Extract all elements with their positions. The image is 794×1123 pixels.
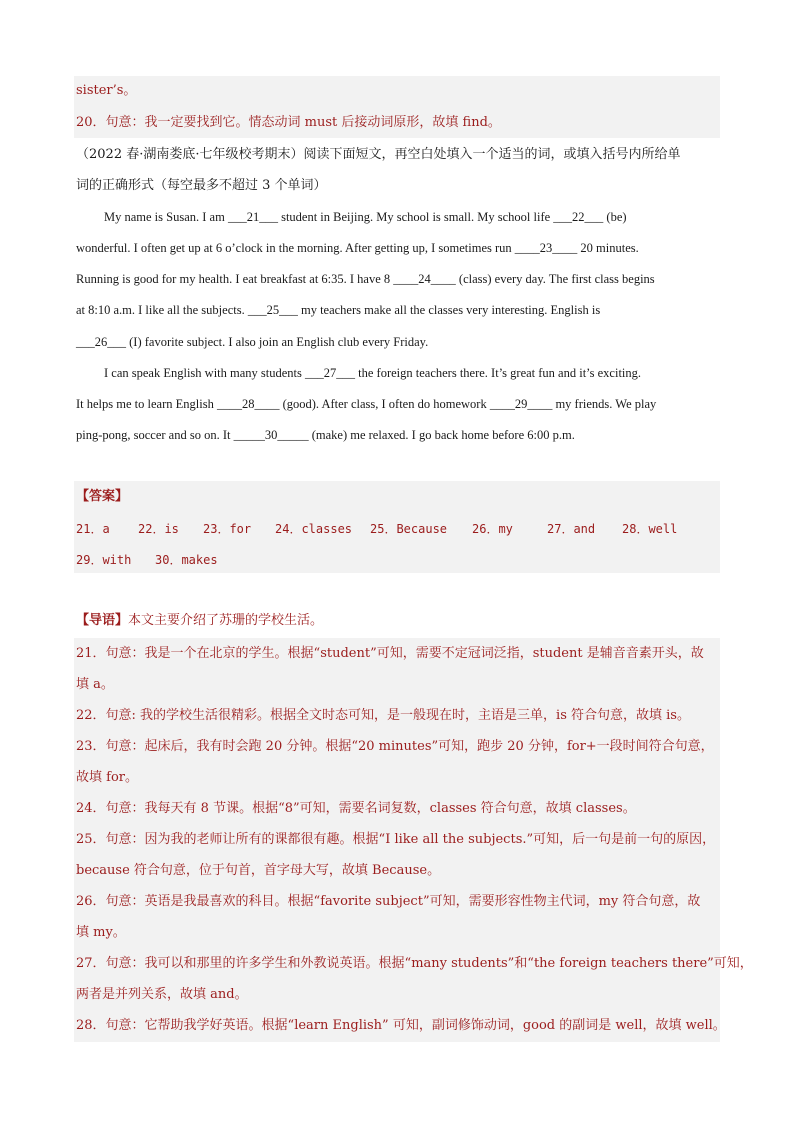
passage-text: (class) every day. The first class begins [455,272,655,286]
answer-item: 25．Because [370,522,448,536]
passage-line [76,426,575,444]
explanation-line: 25．句意：因为我的老师让所有的课都很有趣。根据“I like all the subjects.”可知，后一句是前一句的原因， [76,832,716,847]
passage-text: It helps me to learn English [76,397,217,411]
blank-number: ___25___ [247,303,298,317]
passage-line [76,270,655,288]
explanation-line: because 符合句意，位于句首，首字母大写，故填 Because。 [76,863,441,878]
answer-item: 30．makes [155,553,218,567]
passage-text: my friends. We play [552,397,657,411]
answer-item: 28．well [622,522,678,536]
passage-line [76,395,656,413]
blank-number: ___27___ [305,366,356,380]
answer-item: 29．with [76,553,132,567]
explanation-line: 22．句意: 我的学校生活很精彩。根据全文时态可知，是一般现在时，主语是三单，is 符合句意，故填 is。 [76,708,690,723]
passage-text: student in Beijing. My school is small. My school life [277,210,554,224]
passage-text: ping-pong, soccer and so on. It [76,428,234,442]
guide-label: 【导语】 [76,613,129,628]
explanation-line: 21．句意：我是一个在北京的学生。根据“student”可知，需要不定冠词泛指，student 是辅音音素开头，故 [76,646,704,661]
passage-line [104,364,641,382]
explanation-line: 28．句意：它帮助我学好英语。根据“learn English” 可知，副词修饰动词，good 的副词是 well，故填 well。 [76,1018,726,1033]
blank-number: ____29____ [489,397,553,411]
passage-line [76,333,428,351]
answer-item: 21．a [76,522,110,536]
blank-number: ____24____ [393,272,456,286]
blank-number: ___21___ [227,210,278,224]
blank-number: ___22___ [553,210,604,224]
passage-text: the foreign teachers there. It’s great fun and it’s exciting. [355,366,642,380]
blank-number: _____30_____ [233,428,309,442]
answer-item: 26．my [472,522,513,536]
guide-line [76,612,323,630]
explanation-line: 23．句意：起床后，我有时会跑 20 分钟。根据“20 minutes”可知，跑步 20 分钟，for+一段时间符合句意， [76,739,714,754]
answer-item: 22．is [138,522,179,536]
passage-text: wonderful. I often get up at 6 o’clock in the morning. After getting up, I sometimes run [76,241,515,255]
passage-text: Running is good for my health. I eat breakfast at 6:35. I have 8 [76,272,394,286]
passage-line [76,239,639,257]
blank-number: ____28____ [216,397,280,411]
blank-number: ____23____ [514,241,578,255]
guide-text: 本文主要介绍了苏珊的学校生活。 [128,613,324,628]
previous-answer-line-1: sister’s。 [76,83,137,98]
explanation-line: 26．句意：英语是我最喜欢的科目。根据“favorite subject”可知，需要形容性物主代词，my 符合句意，故 [76,894,701,909]
explanation-line: 故填 for。 [76,770,138,785]
passage-line [104,208,627,226]
explanation-line: 填 a。 [76,677,114,692]
passage-text: (I) favorite subject. I also join an English club every Friday. [126,335,429,349]
passage-line [76,301,600,319]
answer-item: 27．and [547,522,596,536]
blank-number: ___26___ [76,335,126,349]
passage-text: at 8:10 a.m. I like all the subjects. [76,303,248,317]
explanation-line: 填 my。 [76,925,126,940]
answer-heading: 【答案】 [76,489,129,504]
explanation-line: 24．句意：我每天有 8 节课。根据“8”可知，需要名词复数，classes 符合句意，故填 classes。 [76,801,636,816]
passage-text: (good). After class, I often do homework [279,397,490,411]
question-source-line-2: 词的正确形式（每空最多不超过 3 个单词） [76,178,327,193]
question-source-line-1: （2022 春·湖南娄底·七年级校考期末）阅读下面短文，再空白处填入一个适当的词，或填入括号内所给单 [76,147,681,162]
explanation-line: 27．句意：我可以和那里的许多学生和外教说英语。根据“many students”和“the foreign teachers there”可知， [76,956,753,971]
explanation-line: 两者是并列关系，故填 and。 [76,987,248,1002]
answer-item: 23．for [203,522,252,536]
passage-text: (make) me relaxed. I go back home before 6:00 p.m. [308,428,575,442]
passage-text: I can speak English with many students [104,366,306,380]
passage-text: (be) [603,210,627,224]
passage-text: My name is Susan. I am [104,210,228,224]
answer-item: 24．classes [275,522,353,536]
passage-text: my teachers make all the classes very interesting. English is [297,303,601,317]
passage-text: 20 minutes. [577,241,639,255]
previous-answer-line-2: 20．句意：我一定要找到它。情态动词 must 后接动词原形，故填 find。 [76,115,501,130]
